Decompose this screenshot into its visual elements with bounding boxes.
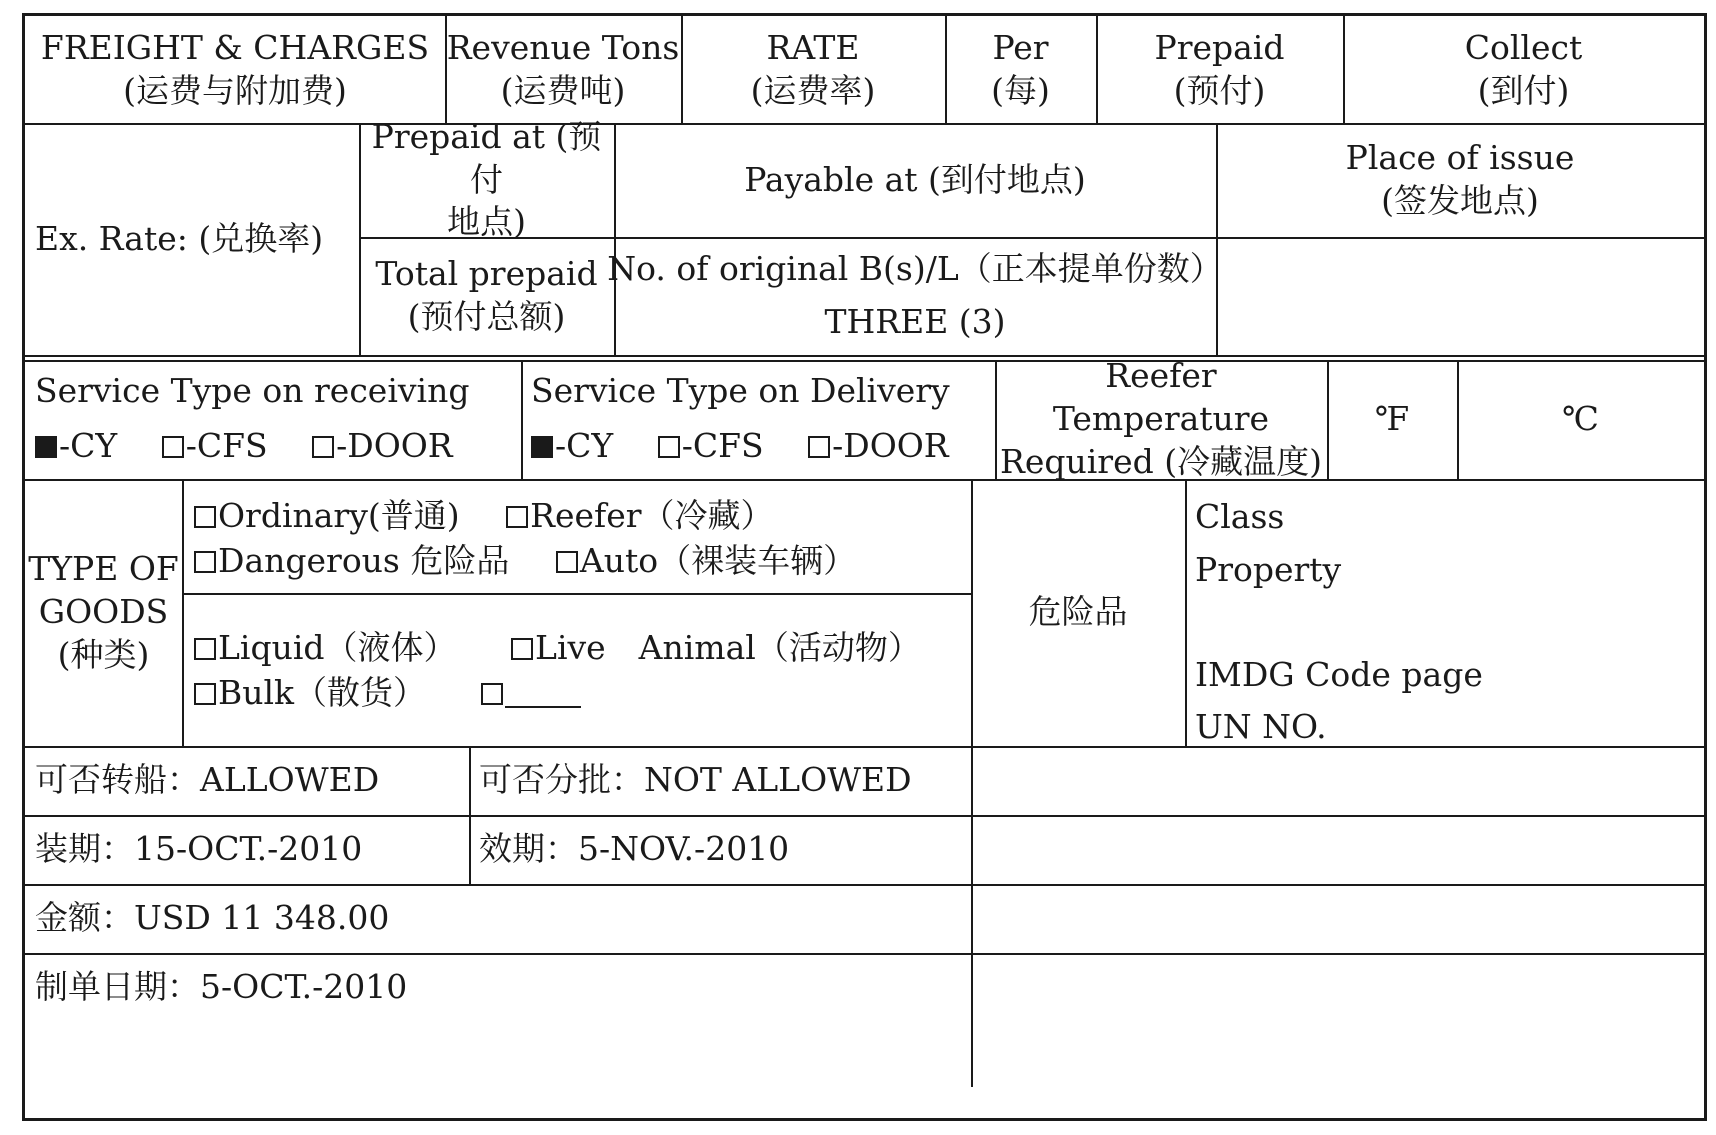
goods-option-dangerous[interactable]: Dangerous 危险品 <box>194 541 509 580</box>
goods-options-lower <box>182 593 971 746</box>
checkbox-empty-icon <box>312 436 334 458</box>
type-of-goods-line3: (种类) <box>57 634 150 674</box>
checkbox-empty-icon <box>556 551 578 573</box>
service-delivery-options <box>531 425 995 468</box>
revenue-tons-en: Revenue Tons <box>446 27 680 67</box>
checkbox-empty-icon <box>658 436 680 458</box>
total-prepaid-cell <box>359 237 614 355</box>
prepaid-at-cell <box>359 116 614 242</box>
rate-header <box>681 16 945 123</box>
per-header <box>945 16 1096 123</box>
service-delivery-label: Service Type on Delivery <box>531 371 950 410</box>
expiry-date-text: 效期：5-NOV.-2010 <box>479 829 790 869</box>
other-blank-field[interactable] <box>505 680 581 708</box>
ex-rate-cell <box>25 123 359 355</box>
checkbox-empty-icon <box>506 506 528 528</box>
goods-options-upper <box>182 479 971 593</box>
checkbox-empty-icon <box>194 638 216 660</box>
type-of-goods-cell <box>25 479 182 746</box>
type-of-goods-line1: TYPE OF <box>28 549 179 589</box>
fahrenheit-unit: ℉ <box>1374 399 1410 439</box>
reefer-temperature-cell <box>995 356 1327 481</box>
class-label: Class <box>1195 497 1285 536</box>
amount-text: 金额：USD 11 348.00 <box>35 898 390 938</box>
checkbox-checked-icon <box>35 436 57 458</box>
checkbox-empty-icon <box>194 506 216 528</box>
un-number-label: UN NO. <box>1195 707 1327 747</box>
goods-option-other[interactable] <box>481 673 581 712</box>
transshipment-cell <box>25 746 469 815</box>
payable-at-cell <box>614 123 1216 237</box>
celsius-cell <box>1457 360 1704 479</box>
amount-cell <box>25 884 971 953</box>
collect-en: Collect <box>1464 27 1583 67</box>
issue-date-cell <box>25 953 971 1021</box>
shipment-date-text: 装期：15-OCT.-2010 <box>35 829 363 869</box>
delivery-option-door[interactable]: -DOOR <box>808 426 949 465</box>
total-prepaid-line2: (预付总额) <box>407 297 566 336</box>
checkbox-empty-icon <box>194 683 216 705</box>
goods-option-live-animal[interactable]: Live Animal（活动物） <box>511 628 921 667</box>
collect-cn: (到付) <box>1477 70 1570 110</box>
originals-value: THREE (3) <box>824 302 1006 341</box>
rate-cn: (运费率) <box>750 70 876 110</box>
checkbox-checked-icon <box>531 436 553 458</box>
delivery-option-cfs[interactable]: -CFS <box>658 426 764 465</box>
type-of-goods-line2: GOODS <box>38 592 169 632</box>
goods-option-ordinary[interactable]: Ordinary(普通) <box>194 496 460 535</box>
freight-charges-header <box>25 16 445 123</box>
issue-date-text: 制单日期：5-OCT.-2010 <box>35 966 408 1006</box>
fahrenheit-cell <box>1327 360 1457 479</box>
prepaid-at-line2: 地点) <box>447 202 526 242</box>
payable-at-label: Payable at (到付地点) <box>744 159 1086 199</box>
reefer-temperature-line1: Reefer Temperature <box>1052 356 1270 439</box>
place-of-issue-line2: (签发地点) <box>1381 181 1539 220</box>
service-receiving-options <box>35 425 521 468</box>
place-of-issue-cell <box>1216 123 1704 237</box>
celsius-unit: ℃ <box>1562 399 1599 439</box>
transshipment-text: 可否转船：ALLOWED <box>35 760 380 800</box>
checkbox-empty-icon <box>162 436 184 458</box>
checkbox-empty-icon <box>511 638 533 660</box>
revenue-tons-cn: (运费吨) <box>500 70 626 110</box>
property-label: Property <box>1195 549 1342 589</box>
imdg-code-label: IMDG Code page <box>1195 654 1483 694</box>
goods-option-auto[interactable]: Auto（裸装车辆） <box>556 541 856 580</box>
collect-header <box>1343 16 1704 123</box>
service-receiving-label: Service Type on receiving <box>35 371 470 410</box>
rate-en: RATE <box>766 27 860 67</box>
freight-charges-cn: (运费与附加费) <box>123 70 347 110</box>
total-prepaid-line1: Total prepaid <box>375 254 598 294</box>
receiving-option-cfs[interactable]: -CFS <box>162 426 268 465</box>
partial-shipment-cell <box>469 746 971 815</box>
checkbox-empty-icon <box>194 551 216 573</box>
goods-option-reefer[interactable]: Reefer（冷藏） <box>506 496 773 535</box>
ex-rate-label: Ex. Rate: (兑换率) <box>35 218 324 258</box>
dangerous-goods-cell <box>971 479 1185 746</box>
service-delivery-cell <box>521 360 995 479</box>
prepaid-en: Prepaid <box>1154 27 1285 67</box>
checkbox-empty-icon <box>808 436 830 458</box>
dangerous-details-cell <box>1185 479 1704 746</box>
receiving-option-door[interactable]: -DOOR <box>312 426 453 465</box>
expiry-date-cell <box>469 815 971 884</box>
goods-option-liquid[interactable]: Liquid（液体） <box>194 628 457 667</box>
freight-charges-en: FREIGHT & CHARGES <box>40 27 430 67</box>
prepaid-at-line1: Prepaid at (预付 <box>371 116 602 199</box>
shipment-date-cell <box>25 815 469 884</box>
prepaid-header <box>1096 16 1343 123</box>
delivery-option-cy[interactable]: -CY <box>531 426 613 465</box>
goods-option-bulk[interactable]: Bulk（散货） <box>194 673 426 712</box>
revenue-tons-header <box>445 16 681 123</box>
place-of-issue-line1: Place of issue <box>1345 138 1575 178</box>
partial-shipment-text: 可否分批：NOT ALLOWED <box>479 760 912 800</box>
originals-cell <box>607 237 1223 355</box>
bill-of-lading-form <box>22 13 1707 1121</box>
checkbox-empty-icon <box>481 683 503 705</box>
reefer-temperature-line2: Required (冷藏温度) <box>1000 441 1322 481</box>
per-cn: (每) <box>991 70 1050 110</box>
originals-label: No. of original B(s)/L（正本提单份数） <box>607 249 1223 289</box>
per-en: Per <box>992 27 1049 67</box>
receiving-option-cy[interactable]: -CY <box>35 426 117 465</box>
prepaid-cn: (预付) <box>1173 70 1266 110</box>
service-receiving-cell <box>25 360 521 479</box>
dangerous-goods-label: 危险品 <box>1028 592 1128 632</box>
